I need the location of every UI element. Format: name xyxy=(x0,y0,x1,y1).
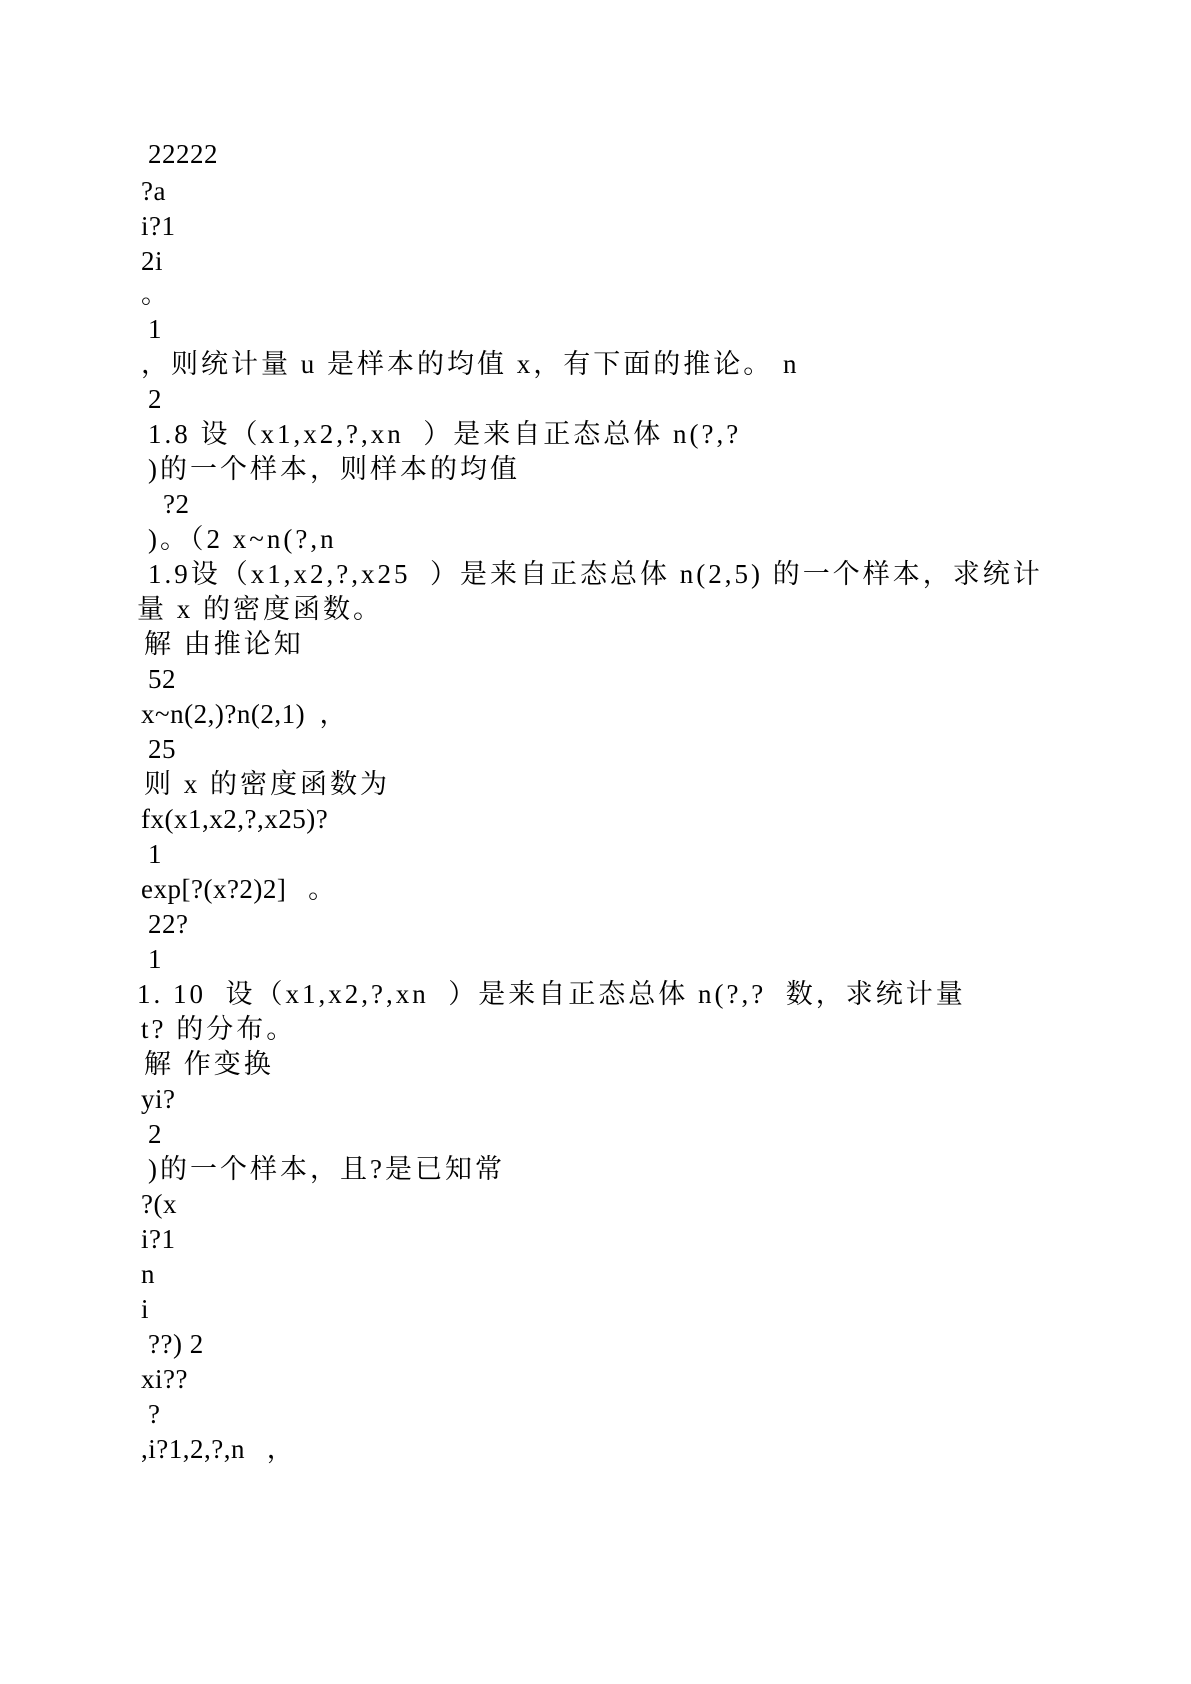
text-line-5: 。 xyxy=(141,279,169,309)
text-line-35: ??) 2 xyxy=(148,1329,204,1359)
text-line-16: 52 xyxy=(148,664,176,694)
text-line-8: 2 xyxy=(148,384,162,414)
text-line-33: n xyxy=(141,1259,155,1289)
text-line-27: 解 作变换 xyxy=(144,1049,274,1079)
text-line-30: )的一个样本，且?是已知常 xyxy=(148,1154,505,1184)
text-line-12: )。（2 x~n(?,n xyxy=(148,524,337,554)
text-line-29: 2 xyxy=(148,1119,162,1149)
text-line-4: 2i xyxy=(141,246,164,276)
text-line-31: ?(x xyxy=(141,1189,177,1219)
text-line-3: i?1 xyxy=(141,211,176,241)
text-line-22: exp[?(x?2)2] 。 xyxy=(141,874,336,904)
text-line-20: fx(x1,x2,?,x25)? xyxy=(141,804,329,834)
text-line-1: 22222 xyxy=(148,139,218,169)
text-line-34: i xyxy=(141,1294,150,1324)
text-line-9: 1.8 设（x1,x2,?,xn ）是来自正态总体 n(?,? xyxy=(148,419,742,449)
text-line-13: 1.9设（x1,x2,?,x25 ）是来自正态总体 n(2,5) 的一个样本，求统计 xyxy=(148,559,1043,589)
text-line-6: 1 xyxy=(148,314,162,344)
text-line-15: 解 由推论知 xyxy=(144,629,304,659)
text-line-28: yi? xyxy=(141,1084,176,1114)
text-line-18: 25 xyxy=(148,734,176,764)
text-line-25: 1. 10 设（x1,x2,?,xn ）是来自正态总体 n(?,? 数，求统计量 xyxy=(137,979,966,1009)
text-line-17: x~n(2,)?n(2,1) ， xyxy=(141,699,348,729)
text-line-7: ，则统计量 u 是样本的均值 x，有下面的推论。 n xyxy=(141,349,800,379)
text-line-24: 1 xyxy=(148,944,162,974)
text-line-14: 量 x 的密度函数。 xyxy=(137,594,383,624)
text-line-2: ?a xyxy=(141,176,166,206)
text-line-38: ,i?1,2,?,n ， xyxy=(141,1434,295,1464)
text-line-26: t? 的分布。 xyxy=(141,1014,297,1044)
text-line-23: 22? xyxy=(148,909,189,939)
text-line-21: 1 xyxy=(148,839,162,869)
text-line-32: i?1 xyxy=(141,1224,176,1254)
text-line-10: )的一个样本，则样本的均值 xyxy=(148,454,520,484)
text-line-19: 则 x 的密度函数为 xyxy=(144,769,390,799)
text-line-11: ?2 xyxy=(163,489,190,519)
text-line-36: xi?? xyxy=(141,1364,188,1394)
text-line-37: ? xyxy=(148,1399,161,1429)
